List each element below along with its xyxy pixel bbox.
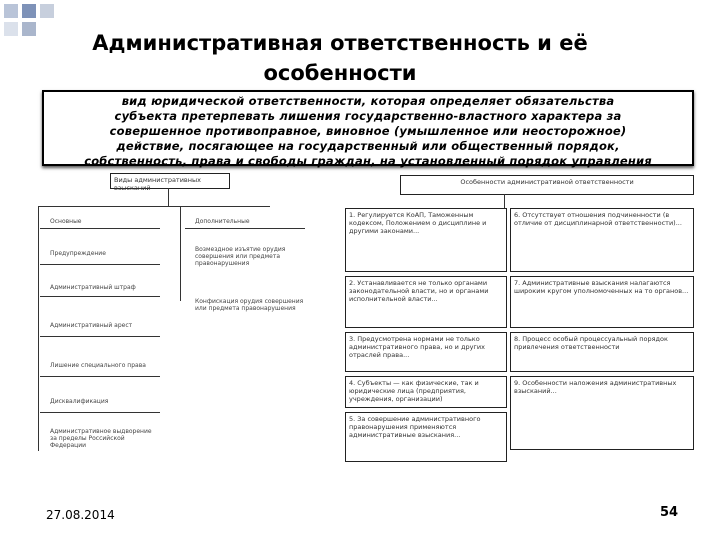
connector: [504, 194, 505, 208]
scheme-label: Возмездное изъятие орудия совершения или предмета правонарушения: [195, 246, 286, 267]
definition-text: [44, 92, 692, 171]
scheme-label: Дополнительные: [195, 218, 250, 225]
scheme-label: Конфискация орудия совершения или предмета правонарушения: [195, 298, 304, 312]
scheme-item-box: 9. Особенности наложения административных взысканий...: [510, 376, 694, 450]
page-number: 54: [660, 505, 679, 520]
connector: [38, 206, 270, 207]
deco-square: [4, 4, 18, 18]
deco-square: [4, 22, 18, 36]
definition-line: действие, посягающее на государственный или общественный порядок,: [116, 139, 620, 153]
scheme-item-box: 2. Устанавливается не только органами законодательной власти, но и органами исполнительной власти...: [345, 276, 507, 328]
deco-square: [22, 22, 36, 36]
title-line-2: особенности: [263, 61, 417, 85]
divider: [40, 412, 160, 413]
scheme-label: Предупреждение: [50, 250, 106, 257]
scheme-item-box: 8. Процесс особый процессуальный порядок привлечения ответственности: [510, 332, 694, 372]
connector: [180, 206, 181, 301]
definition-line: субъекта претерпевать лишения государственно-властного характера за: [114, 109, 622, 123]
scheme-box-top: Виды административных взысканий: [110, 173, 230, 189]
deco-square: [40, 4, 54, 18]
connector: [168, 188, 169, 206]
divider: [40, 228, 160, 229]
scheme-label: Лишение специального права: [50, 362, 146, 369]
scheme-item-box: 7. Административные взыскания налагаются широким кругом уполномоченных на то органов...: [510, 276, 694, 328]
definition-box: [42, 90, 694, 166]
scheme-label: Административный штраф: [50, 284, 136, 291]
definition-line: собственность, права и свободы граждан, на установленный порядок управления: [84, 154, 652, 168]
divider: [185, 228, 305, 229]
scheme-label: Дисквалификация: [50, 398, 109, 405]
scheme-label: Административный арест: [50, 322, 133, 329]
scheme-item-box: 5. За совершение административного правонарушения применяются административные взыскания...: [345, 412, 507, 462]
divider: [40, 296, 160, 297]
title-line-1: Административная ответственность и её: [92, 31, 588, 55]
divider: [40, 336, 160, 337]
scheme-label: Основные: [50, 218, 82, 225]
scheme-item-box: 4. Субъекты — как физические, так и юридические лица (предприятия, учреждения, организации): [345, 376, 507, 408]
scheme-item-box: 6. Отсутствует отношения подчиненности (в отличие от дисциплинарной ответственности)...: [510, 208, 694, 272]
scheme-item-box: 1. Регулируется КоАП, Таможенным кодексом, Положением о дисциплине и другими законами...: [345, 208, 507, 272]
connector: [38, 206, 39, 451]
page-title: [40, 28, 640, 88]
definition-line: вид юридической ответственности, которая определяет обязательства: [121, 94, 615, 108]
slide-date: 27.08.2014: [46, 508, 115, 522]
divider: [40, 264, 160, 265]
scheme-item-box: 3. Предусмотрена нормами не только административного права, но и других отраслей права...: [345, 332, 507, 372]
scheme-label: Административное выдворение за пределы Российской Федерации: [50, 428, 152, 449]
divider: [40, 376, 160, 377]
definition-line: совершенное противоправное, виновное (умышленное или неосторожное): [109, 124, 627, 138]
deco-square: [22, 4, 36, 18]
scheme-header-box: Особенности административной ответственности: [400, 175, 694, 195]
